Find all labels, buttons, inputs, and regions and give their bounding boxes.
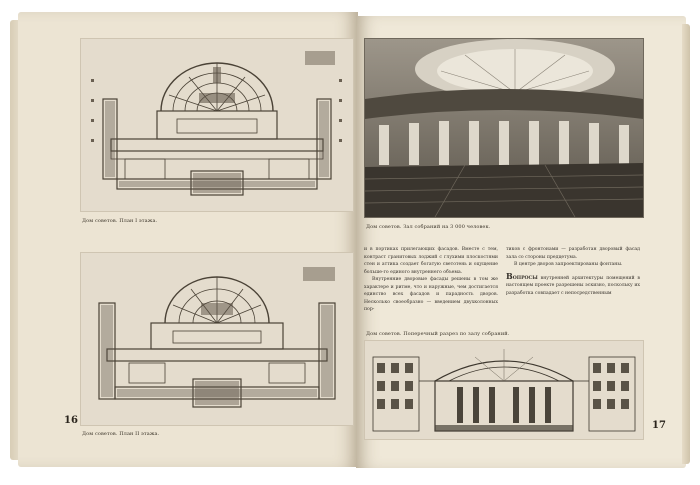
right-page bbox=[356, 16, 686, 468]
cross-section-svg bbox=[365, 341, 643, 439]
right-page-edge bbox=[682, 24, 690, 464]
dropcap-word: ОПРОСЫ bbox=[512, 275, 538, 281]
left-page bbox=[18, 12, 358, 467]
caption-plan-1: Дом советов. План I этажа. bbox=[82, 218, 158, 224]
floor-plan-2 bbox=[80, 252, 354, 426]
drop-cap: В bbox=[506, 270, 513, 281]
floor-plan-1 bbox=[80, 38, 354, 212]
column-1-paragraph-2: Внутренние дворовые фасады решены в том же характере и ритме, что и наружные, чем достигается единство всех фасадов и парадность дворов. Несколько своеобразно — введением двухколонных пор- bbox=[364, 277, 498, 312]
assembly-hall-drawing bbox=[365, 39, 643, 217]
caption-hall-photo: Дом советов. Зал собраний на 3 000 человек. bbox=[366, 224, 491, 230]
caption-section: Дом советов. Поперечный разрез по залу собраний. bbox=[366, 331, 510, 337]
assembly-hall-photo bbox=[364, 38, 644, 218]
cross-section-drawing bbox=[364, 340, 644, 440]
text-column-1 bbox=[364, 246, 498, 314]
floor-plan-2-drawing bbox=[81, 253, 353, 425]
column-1-paragraph-1: и в портиках прилегающих фасадов. Вместе с тем, контраст гранитовых лоджий с глухими плоскостями стен и аттика создает богатую светотень и оцущение больше-го единого внутреннего объема. bbox=[364, 247, 498, 275]
column-2-paragraph-1: тиков с фронтонами — разработан дворовый фасад зала со стороны предцетума. bbox=[506, 247, 640, 260]
column-2-paragraph-3: внутренней архитектуры помещений в настоящем проекте разрешены эскизно, поскольку их разработка совпадает с непосредственным bbox=[506, 275, 640, 296]
column-2-paragraph-2: В центре дворов запроектированы фонтаны. bbox=[514, 262, 623, 267]
caption-plan-2: Дом советов. План II этажа. bbox=[82, 431, 160, 437]
text-column-2 bbox=[506, 246, 640, 297]
page-number-left: 16 bbox=[64, 415, 78, 426]
page-number-right: 17 bbox=[652, 420, 666, 431]
floor-plan-1-drawing bbox=[81, 39, 353, 211]
